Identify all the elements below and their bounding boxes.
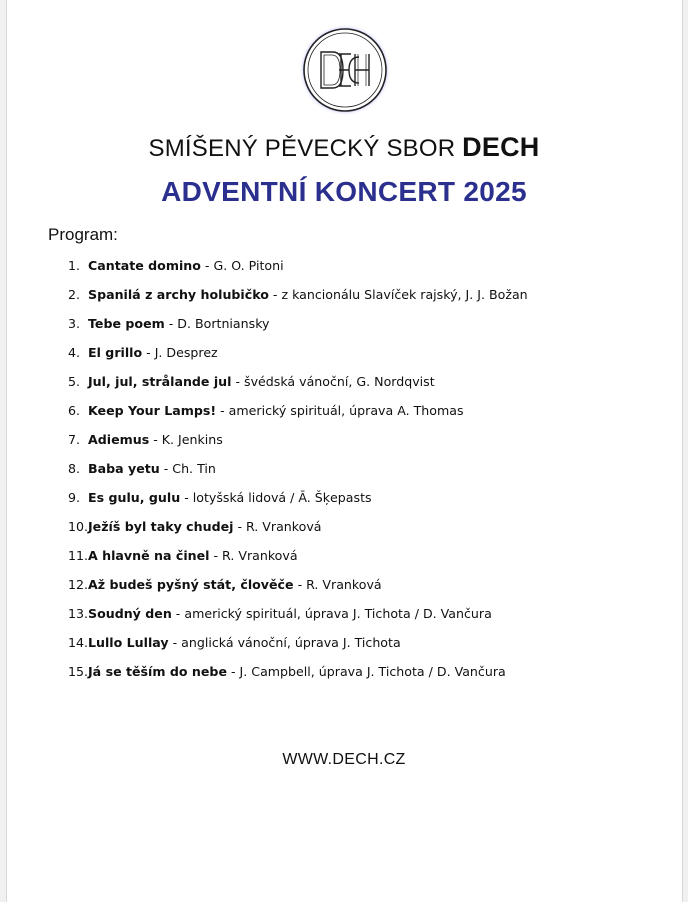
program-item-number: 4. (68, 345, 81, 360)
program-list (68, 256, 528, 691)
program-item-number: 10. (68, 519, 89, 534)
program-item-detail: - J. Desprez (142, 345, 218, 360)
program-item-number: 13. (68, 606, 89, 621)
program-item-title: Adiemus (88, 432, 150, 447)
program-item-detail: - Ch. Tin (159, 461, 216, 476)
program-item-detail: - švédská vánoční, G. Nordqvist (231, 374, 435, 389)
program-item-number: 8. (68, 461, 81, 476)
concert-title: ADVENTNÍ KONCERT 2025 (161, 176, 527, 207)
program-item-detail: - D. Bortniansky (164, 316, 270, 331)
choir-logo (299, 24, 391, 116)
program-item (68, 662, 528, 691)
program-item (68, 488, 528, 517)
program-item-detail: - R. Vranková (293, 577, 382, 592)
program-item-title: Baba yetu (88, 461, 160, 476)
program-item-title: Já se těším do nebe (88, 664, 227, 679)
svg-text:DECH: DECH (345, 116, 348, 117)
program-item-detail: - R. Vranková (233, 519, 322, 534)
program-item-number: 11. (68, 548, 89, 563)
choir-name-line (0, 132, 688, 163)
program-item-title: Keep Your Lamps! (88, 403, 217, 418)
program-item (68, 256, 528, 285)
program-item (68, 546, 528, 575)
program-item-detail: - lotyšská lidová / Ā. Šķepasts (180, 490, 372, 505)
choir-name: DECH (462, 132, 540, 162)
program-item-detail: - J. Campbell, úprava J. Tichota / D. Vančura (227, 664, 506, 679)
program-item-detail: - americký spirituál, úprava A. Thomas (216, 403, 464, 418)
program-item (68, 372, 528, 401)
program-item (68, 314, 528, 343)
program-item (68, 575, 528, 604)
program-item-number: 2. (68, 287, 81, 302)
program-item-detail: - americký spirituál, úprava J. Tichota / D. Vančura (171, 606, 492, 621)
program-item (68, 604, 528, 633)
program-item-number: 15. (68, 664, 89, 679)
program-heading: Program: (48, 225, 118, 244)
program-item-title: Spanilá z archy holubičko (88, 287, 269, 302)
program-item-number: 12. (68, 577, 89, 592)
program-item-number: 7. (68, 432, 81, 447)
program-item-detail: - z kancionálu Slavíček rajský, J. J. Božan (268, 287, 528, 302)
program-item (68, 285, 528, 314)
program-item-number: 9. (68, 490, 81, 505)
program-item-number: 14. (68, 635, 89, 650)
program-item-title: Lullo Lullay (88, 635, 169, 650)
program-item-title: A hlavně na činel (88, 548, 210, 563)
program-item-title: Ježíš byl taky chudej (88, 519, 234, 534)
choir-prefix: SMÍŠENÝ PĚVECKÝ SBOR (148, 135, 456, 162)
program-item (68, 430, 528, 459)
program-item-number: 6. (68, 403, 81, 418)
program-item (68, 459, 528, 488)
program-item (68, 401, 528, 430)
program-item-number: 5. (68, 374, 81, 389)
program-item (68, 517, 528, 546)
program-item-title: Jul, jul, strålande jul (88, 374, 232, 389)
program-item-detail: - anglická vánoční, úprava J. Tichota (168, 635, 401, 650)
program-item-title: Soudný den (88, 606, 172, 621)
program-item-number: 1. (68, 258, 81, 273)
program-item-title: Cantate domino (88, 258, 201, 273)
program-item-title: El grillo (88, 345, 143, 360)
program-item-title: Až budeš pyšný stát, člověče (88, 577, 294, 592)
program-item-detail: - K. Jenkins (149, 432, 223, 447)
program-item-title: Es gulu, gulu (88, 490, 181, 505)
program-item-number: 3. (68, 316, 81, 331)
program-item-detail: - G. O. Pitoni (200, 258, 284, 273)
program-item-title: Tebe poem (88, 316, 165, 331)
program-item (68, 343, 528, 372)
website-link[interactable]: WWW.DECH.CZ (282, 751, 406, 768)
program-item-detail: - R. Vranková (209, 548, 298, 563)
program-item (68, 633, 528, 662)
